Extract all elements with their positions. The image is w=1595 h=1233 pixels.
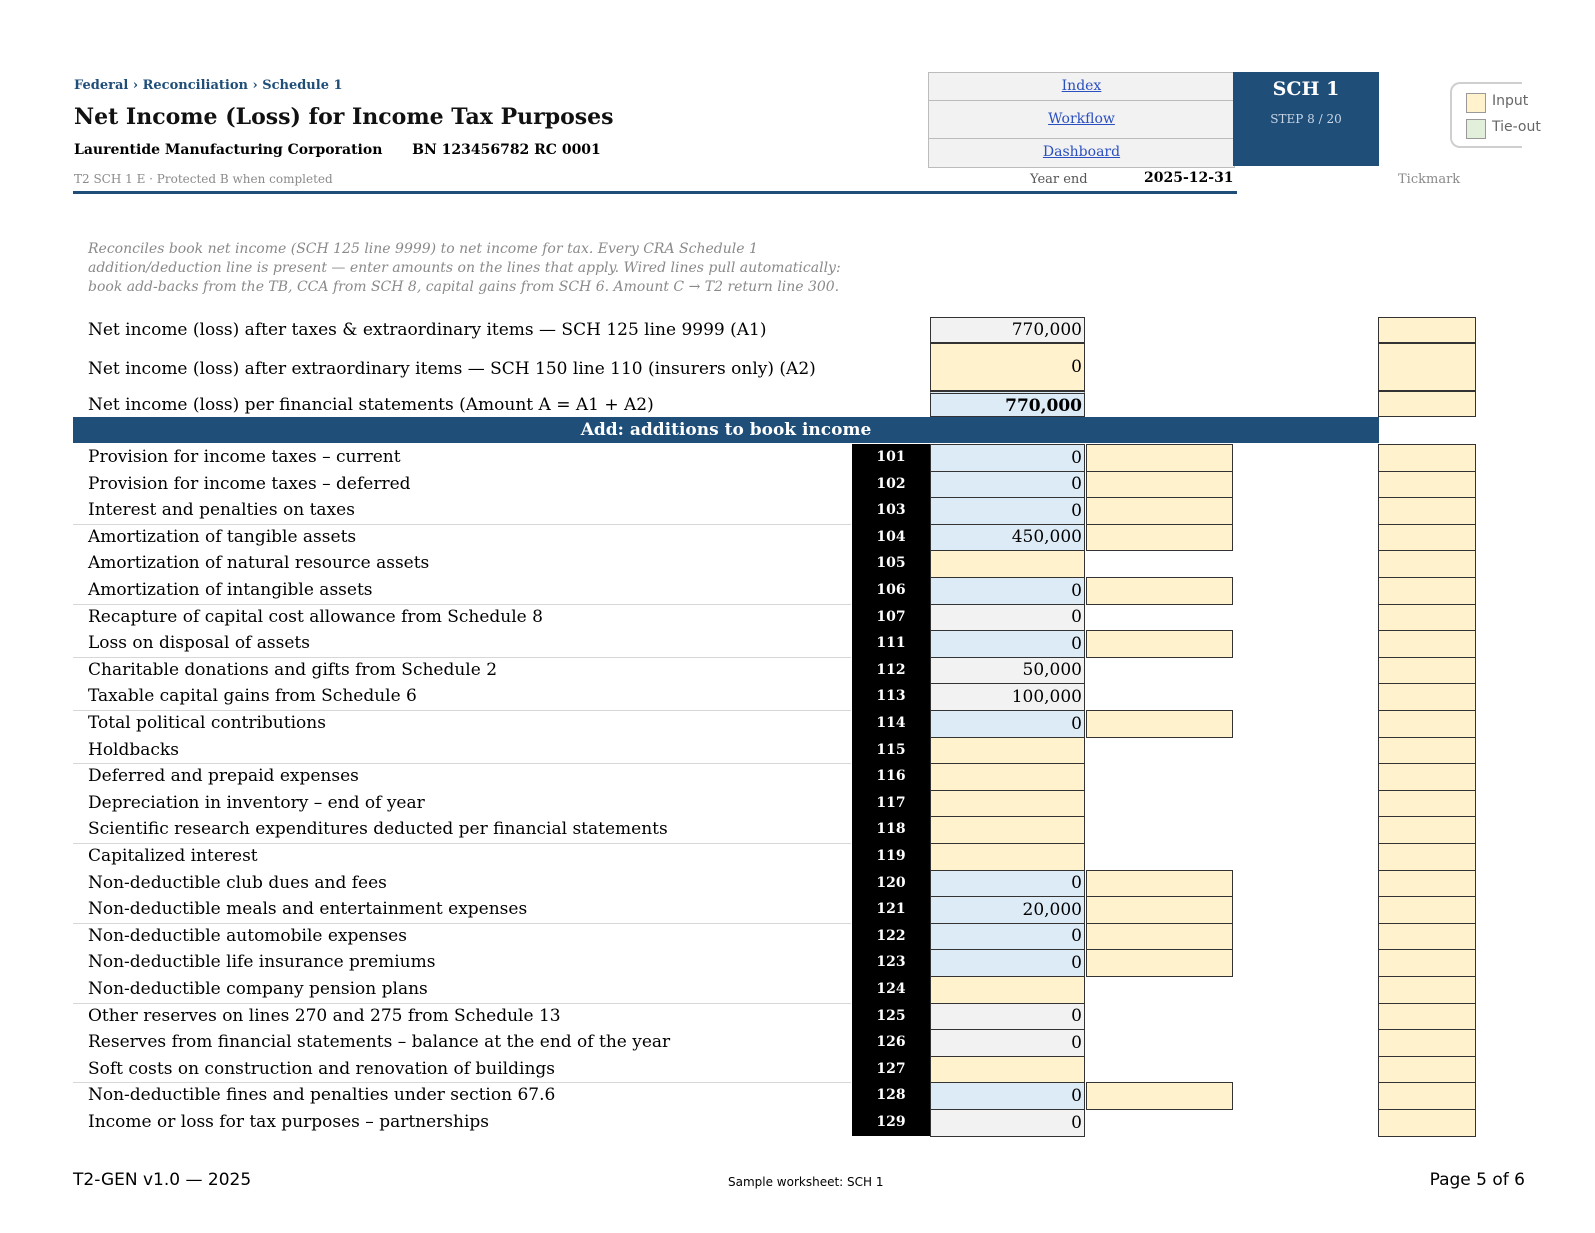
override-input[interactable] bbox=[1086, 1082, 1233, 1110]
tickmark-cell[interactable] bbox=[1378, 949, 1476, 977]
tickmark-cell[interactable] bbox=[1378, 870, 1476, 897]
line-code: 121 bbox=[852, 896, 930, 923]
line-label: Amortization of natural resource assets bbox=[88, 553, 430, 573]
row-divider bbox=[73, 710, 851, 711]
amount-input[interactable] bbox=[930, 790, 1085, 817]
legend-tie-label: Tie-out bbox=[1492, 119, 1541, 135]
tickmark-cell[interactable] bbox=[1378, 444, 1476, 472]
a2-input[interactable]: 0 bbox=[930, 343, 1085, 391]
line-label: Deferred and prepaid expenses bbox=[88, 766, 359, 786]
header-rule bbox=[73, 191, 1237, 194]
line-label: Income or loss for tax purposes – partnerships bbox=[88, 1112, 490, 1132]
wired-amount: 0 bbox=[930, 630, 1085, 658]
tickmark-column-label: Tickmark bbox=[1398, 172, 1461, 187]
line-code: 113 bbox=[852, 683, 930, 710]
calculated-amount: 50,000 bbox=[930, 657, 1085, 684]
line-label: Soft costs on construction and renovation of buildings bbox=[88, 1059, 555, 1079]
wired-amount: 0 bbox=[930, 1082, 1085, 1110]
line-code: 102 bbox=[852, 471, 930, 497]
tickmark-cell[interactable] bbox=[1378, 683, 1476, 711]
line-label: Reserves from financial statements – balance at the end of the year bbox=[88, 1032, 671, 1052]
amount-input[interactable] bbox=[930, 737, 1085, 764]
tickmark-cell[interactable] bbox=[1378, 604, 1476, 631]
additions-section-header: Add: additions to book income bbox=[73, 417, 1379, 443]
row-divider bbox=[73, 1003, 851, 1004]
tickmark-cell[interactable] bbox=[1378, 816, 1476, 844]
override-input[interactable] bbox=[1086, 710, 1233, 738]
year-end-label: Year end bbox=[1030, 172, 1088, 187]
row-divider bbox=[73, 763, 851, 764]
tickmark-cell[interactable] bbox=[1378, 497, 1476, 525]
line-label: Other reserves on lines 270 and 275 from Schedule 13 bbox=[88, 1006, 561, 1026]
line-label: Non-deductible club dues and fees bbox=[88, 873, 387, 893]
line-code: 124 bbox=[852, 976, 930, 1003]
override-input[interactable] bbox=[1086, 923, 1233, 950]
line-label: Recapture of capital cost allowance from Schedule 8 bbox=[88, 607, 543, 627]
override-input[interactable] bbox=[1086, 524, 1233, 551]
tickmark-cell[interactable] bbox=[1378, 657, 1476, 684]
line-label: Amortization of intangible assets bbox=[88, 580, 373, 600]
tickmark-cell[interactable] bbox=[1378, 923, 1476, 950]
wired-amount: 0 bbox=[930, 710, 1085, 738]
line-code: 126 bbox=[852, 1029, 930, 1056]
line-label: Depreciation in inventory – end of year bbox=[88, 793, 425, 813]
footer-version: T2-GEN v1.0 — 2025 bbox=[73, 1170, 252, 1190]
override-input[interactable] bbox=[1086, 497, 1233, 525]
override-input[interactable] bbox=[1086, 870, 1233, 897]
line-code: 105 bbox=[852, 550, 930, 577]
tickmark-cell[interactable] bbox=[1378, 343, 1476, 391]
line-code: 114 bbox=[852, 710, 930, 737]
calculated-amount: 100,000 bbox=[930, 683, 1085, 711]
line-label: Provision for income taxes – current bbox=[88, 447, 401, 467]
override-input[interactable] bbox=[1086, 577, 1233, 605]
line-code: 123 bbox=[852, 949, 930, 976]
tickmark-cell[interactable] bbox=[1378, 317, 1476, 343]
calculated-amount: 0 bbox=[930, 1109, 1085, 1137]
footer-worksheet: Sample worksheet: SCH 1 bbox=[728, 1175, 884, 1189]
override-input[interactable] bbox=[1086, 444, 1233, 472]
row-divider bbox=[73, 524, 851, 525]
line-code: 129 bbox=[852, 1109, 930, 1136]
tickmark-cell[interactable] bbox=[1378, 737, 1476, 764]
line-code: 118 bbox=[852, 816, 930, 843]
amount-input[interactable] bbox=[930, 1056, 1085, 1083]
tickmark-cell[interactable] bbox=[1378, 391, 1476, 417]
breadcrumb: Federal › Reconciliation › Schedule 1 bbox=[74, 78, 343, 93]
a2-label: Net income (loss) after extraordinary items — SCH 150 line 110 (insurers only) (A2) bbox=[88, 359, 816, 379]
tickmark-cell[interactable] bbox=[1378, 471, 1476, 498]
amount-input[interactable] bbox=[930, 763, 1085, 791]
override-input[interactable] bbox=[1086, 896, 1233, 924]
tickmark-cell[interactable] bbox=[1378, 1003, 1476, 1030]
tickmark-cell[interactable] bbox=[1378, 976, 1476, 1004]
line-code: 104 bbox=[852, 524, 930, 550]
company-name: Laurentide Manufacturing Corporation bbox=[74, 142, 383, 158]
row-divider bbox=[73, 657, 851, 658]
tickmark-cell[interactable] bbox=[1378, 1029, 1476, 1057]
workflow-link[interactable]: Workflow bbox=[1048, 111, 1115, 127]
calculated-amount: 0 bbox=[930, 1003, 1085, 1030]
line-code: 112 bbox=[852, 657, 930, 683]
wired-amount: 0 bbox=[930, 497, 1085, 525]
line-label: Amortization of tangible assets bbox=[88, 527, 357, 547]
wired-amount: 0 bbox=[930, 923, 1085, 950]
line-label: Non-deductible life insurance premiums bbox=[88, 952, 436, 972]
line-code: 116 bbox=[852, 763, 930, 790]
schedule-code: SCH 1 bbox=[1272, 78, 1340, 100]
a1-label: Net income (loss) after taxes & extraordinary items — SCH 125 line 9999 (A1) bbox=[88, 320, 767, 340]
year-end-value: 2025-12-31 bbox=[1144, 170, 1234, 186]
legend-input-label: Input bbox=[1492, 93, 1529, 109]
line-label: Loss on disposal of assets bbox=[88, 633, 310, 653]
line-label: Provision for income taxes – deferred bbox=[88, 474, 411, 494]
wired-amount: 0 bbox=[930, 577, 1085, 605]
line-label: Non-deductible meals and entertainment expenses bbox=[88, 899, 528, 919]
page-title: Net Income (Loss) for Income Tax Purposes bbox=[74, 104, 614, 130]
calculated-amount: 0 bbox=[930, 1029, 1085, 1057]
calculated-amount: 0 bbox=[930, 604, 1085, 631]
line-code: 117 bbox=[852, 790, 930, 816]
override-input[interactable] bbox=[1086, 949, 1233, 977]
wired-amount: 0 bbox=[930, 471, 1085, 498]
line-code: 115 bbox=[852, 737, 930, 763]
line-code: 127 bbox=[852, 1056, 930, 1082]
wired-amount: 20,000 bbox=[930, 896, 1085, 924]
line-code: 122 bbox=[852, 923, 930, 949]
workflow-step: STEP 8 / 20 bbox=[1270, 112, 1342, 126]
line-code: 120 bbox=[852, 870, 930, 896]
amount-a-value: 770,000 bbox=[930, 391, 1085, 417]
row-divider bbox=[73, 1082, 851, 1083]
line-label: Non-deductible fines and penalties under section 67.6 bbox=[88, 1085, 556, 1105]
business-number: BN 123456782 RC 0001 bbox=[412, 142, 601, 158]
line-label: Taxable capital gains from Schedule 6 bbox=[88, 686, 417, 706]
row-divider bbox=[73, 843, 851, 844]
navigation-panel bbox=[928, 72, 1235, 168]
line-label: Capitalized interest bbox=[88, 846, 258, 866]
nav-divider bbox=[929, 100, 1234, 101]
override-input[interactable] bbox=[1086, 630, 1233, 658]
amount-input[interactable] bbox=[930, 976, 1085, 1004]
line-code: 125 bbox=[852, 1003, 930, 1029]
tickmark-cell[interactable] bbox=[1378, 763, 1476, 791]
line-label: Non-deductible company pension plans bbox=[88, 979, 428, 999]
wired-amount: 0 bbox=[930, 444, 1085, 472]
tickmark-cell[interactable] bbox=[1378, 843, 1476, 871]
amount-input[interactable] bbox=[930, 816, 1085, 844]
line-code: 101 bbox=[852, 444, 930, 471]
legend bbox=[1450, 82, 1541, 148]
line-code: 111 bbox=[852, 630, 930, 657]
line-code: 119 bbox=[852, 843, 930, 870]
amount-input[interactable] bbox=[930, 550, 1085, 578]
input-swatch bbox=[1466, 93, 1486, 113]
tickmark-cell[interactable] bbox=[1378, 630, 1476, 658]
line-label: Non-deductible automobile expenses bbox=[88, 926, 407, 946]
line-label: Holdbacks bbox=[88, 740, 179, 760]
line-label: Total political contributions bbox=[88, 713, 326, 733]
line-code: 106 bbox=[852, 577, 930, 604]
nav-divider bbox=[929, 138, 1234, 139]
tickmark-cell[interactable] bbox=[1378, 896, 1476, 924]
tickmark-cell[interactable] bbox=[1378, 1056, 1476, 1083]
wired-amount: 0 bbox=[930, 949, 1085, 977]
amount-input[interactable] bbox=[930, 843, 1085, 871]
tie-out-swatch bbox=[1466, 119, 1486, 139]
tickmark-cell[interactable] bbox=[1378, 790, 1476, 817]
line-code: 107 bbox=[852, 604, 930, 630]
row-divider bbox=[73, 604, 851, 605]
amount-a-label: Net income (loss) per financial statements (Amount A = A1 + A2) bbox=[88, 395, 654, 415]
line-label: Interest and penalties on taxes bbox=[88, 500, 355, 520]
line-code: 128 bbox=[852, 1082, 930, 1109]
company-line bbox=[74, 142, 601, 158]
wired-amount: 450,000 bbox=[930, 524, 1085, 551]
line-code: 103 bbox=[852, 497, 930, 524]
row-divider bbox=[73, 923, 851, 924]
tickmark-cell[interactable] bbox=[1378, 577, 1476, 605]
index-link[interactable]: Index bbox=[1061, 78, 1102, 94]
instructions-note: Reconciles book net income (SCH 125 line 9999) to net income for tax. Every CRA Schedule 1 addition/deduction line is present — enter amounts on the lines that apply. Wired lines pull automatically: book add-backs from the TB, CCA from SCH 8, capital gains from SCH 6. Amount C → T2 return line 300. bbox=[88, 241, 841, 295]
tickmark-cell[interactable] bbox=[1378, 524, 1476, 551]
wired-amount: 0 bbox=[930, 870, 1085, 897]
schedule-badge bbox=[1233, 72, 1379, 166]
form-identifier: T2 SCH 1 E · Protected B when completed bbox=[74, 172, 333, 186]
tickmark-cell[interactable] bbox=[1378, 1082, 1476, 1110]
line-label: Scientific research expenditures deducted per financial statements bbox=[88, 819, 668, 839]
tickmark-cell[interactable] bbox=[1378, 710, 1476, 738]
tickmark-cell[interactable] bbox=[1378, 1109, 1476, 1137]
a1-value: 770,000 bbox=[930, 317, 1085, 343]
override-input[interactable] bbox=[1086, 471, 1233, 498]
tickmark-cell[interactable] bbox=[1378, 550, 1476, 578]
line-label: Charitable donations and gifts from Schedule 2 bbox=[88, 660, 498, 680]
dashboard-link[interactable]: Dashboard bbox=[1042, 144, 1121, 160]
footer-page-number: Page 5 of 6 bbox=[1429, 1170, 1525, 1190]
